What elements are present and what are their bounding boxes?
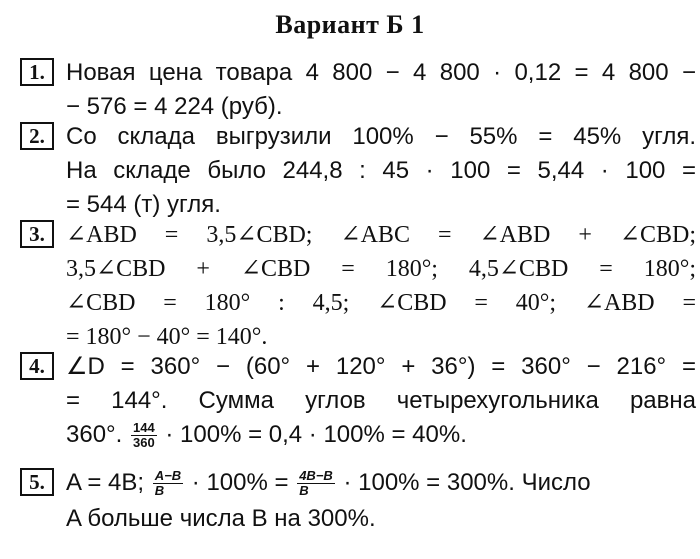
fraction	[153, 469, 183, 498]
problem-3	[20, 218, 696, 354]
problem-text-line: Со склада выгрузили 100% − 55% = 45% угля.	[66, 123, 696, 150]
page-title: Вариант Б 1	[275, 10, 425, 39]
problem-number-box: 5.	[20, 468, 54, 496]
fraction-numerator: 4B−B	[299, 468, 333, 484]
text-segment: · 100% = 0,4 · 100% = 40%.	[165, 421, 467, 448]
text-segment: A = 4B;	[66, 469, 145, 496]
problem-number-box: 3.	[20, 220, 54, 248]
problem-2	[20, 120, 696, 222]
fraction-numerator: 144	[132, 420, 155, 436]
problem-text-line: = 544 (т) угля.	[66, 191, 221, 218]
problem-text-line: = 180° − 40° = 140°.	[66, 324, 268, 350]
problem-text-line: A больше числа B на 300%.	[66, 505, 376, 532]
problem-5	[20, 466, 680, 546]
problem-text-line: ∠D = 360° − (60° + 120° + 36°) = 360° − 216° =	[66, 353, 696, 380]
problem-text-line-with-fraction	[66, 466, 696, 500]
fraction-denominator: B	[299, 483, 309, 499]
problem-4	[20, 350, 696, 452]
problem-1	[20, 56, 696, 124]
problem-text-line: 3,5∠CBD + ∠CBD = 180°; 4,5∠CBD = 180°;	[66, 256, 696, 282]
problem-text-line: = 144°. Сумма углов четырехугольника равна	[66, 387, 696, 414]
problem-text-line: Новая цена товара 4 800 − 4 800 · 0,12 = 4 800 −	[66, 59, 696, 86]
problem-number-box: 1.	[20, 58, 54, 86]
problem-text-line: − 576 = 4 224 (руб).	[66, 93, 283, 120]
problem-text-line: ∠CBD = 180° : 4,5; ∠CBD = 40°; ∠ABD =	[66, 290, 696, 316]
text-segment: 360°.	[66, 421, 123, 448]
fraction	[297, 469, 335, 498]
fraction-denominator: 360	[132, 435, 155, 451]
problem-text-line: На складе было 244,8 : 45 · 100 = 5,44 · 100 =	[66, 157, 696, 184]
fraction-denominator: B	[154, 483, 165, 499]
problem-number-box: 2.	[20, 122, 54, 150]
text-segment: · 100% = 300%. Число	[343, 469, 591, 496]
fraction-numerator: A−B	[154, 468, 182, 484]
fraction	[131, 421, 157, 450]
problem-number-box: 4.	[20, 352, 54, 380]
problem-text-line-with-fraction	[66, 418, 696, 452]
text-segment: · 100% =	[191, 469, 289, 496]
problem-text-line: ∠ABD = 3,5∠CBD; ∠ABC = ∠ABD + ∠CBD;	[66, 222, 696, 248]
